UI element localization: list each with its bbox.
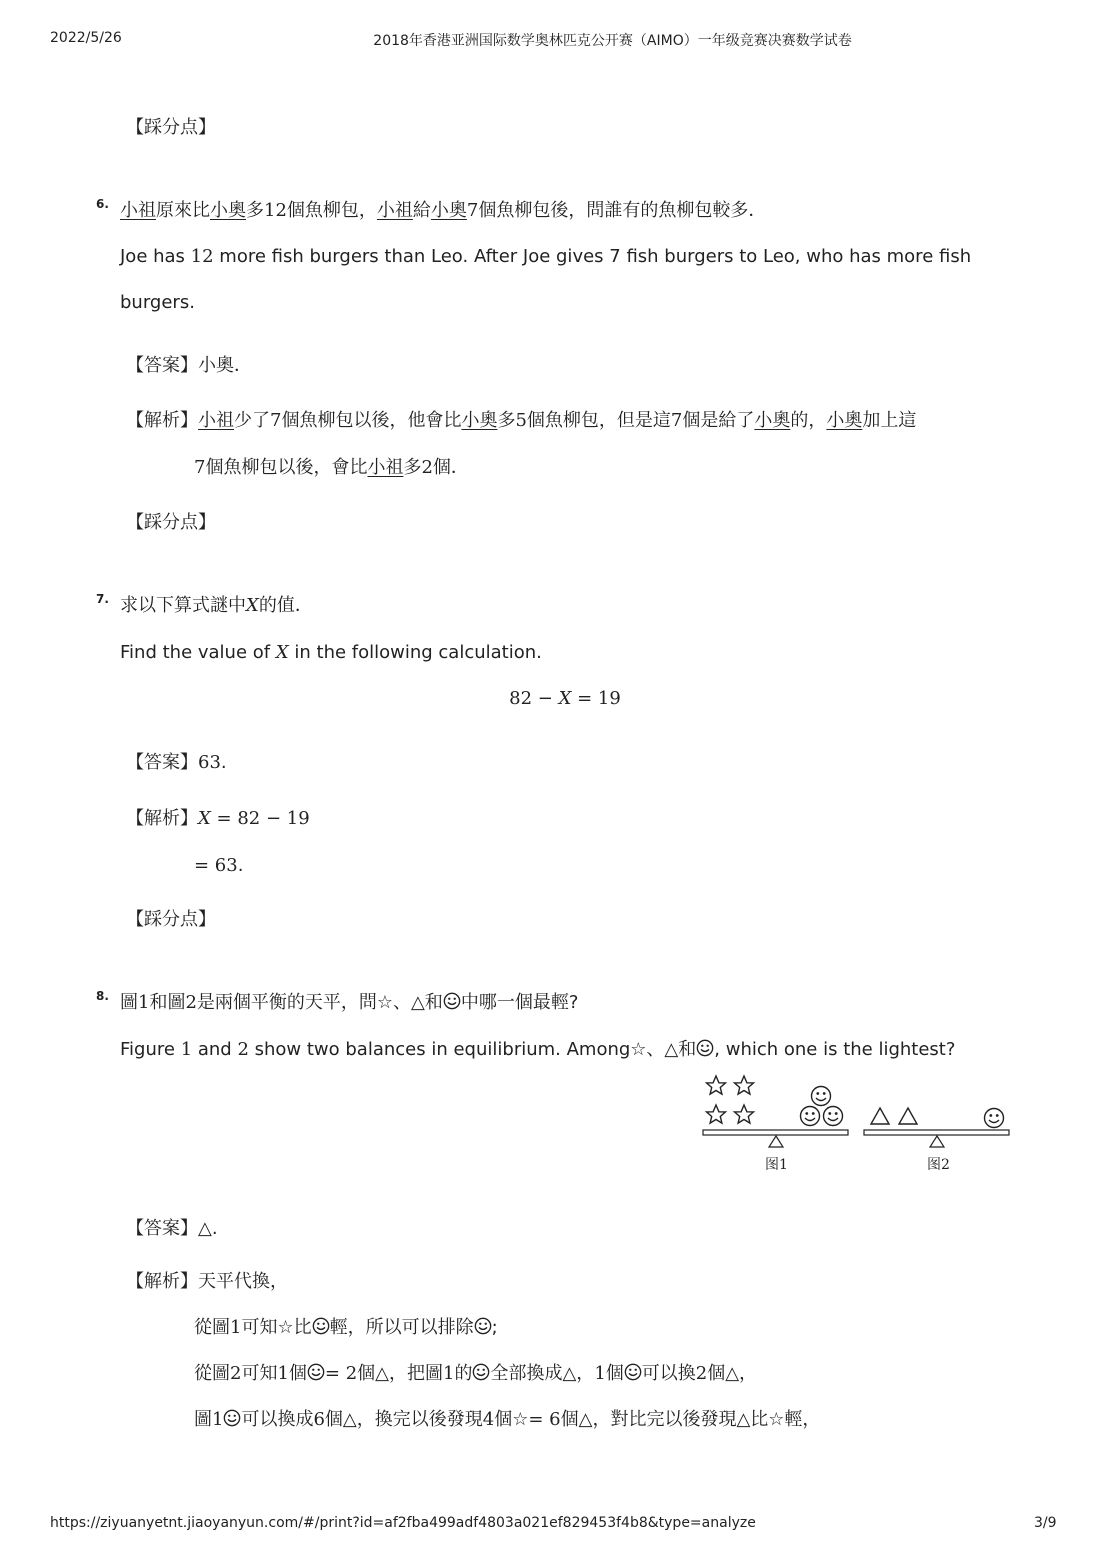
answer-6: 【答案】小奧． bbox=[126, 355, 252, 376]
analysis-8-line-0: 【解析】天平代換， bbox=[126, 1271, 288, 1292]
question-7-chinese: 求以下算式謎中X的值． bbox=[120, 595, 313, 616]
balance-2-smiley bbox=[985, 1109, 1004, 1128]
analysis-7-line-2: = 63. bbox=[194, 855, 244, 876]
analysis-8-line-3: 圖1 可以換成6個△，換完以後發現4個☆= 6個△，對比完以後發現△比☆輕， bbox=[194, 1409, 821, 1430]
balance-2-triangles bbox=[871, 1108, 917, 1124]
balance-2-fulcrum bbox=[930, 1136, 944, 1147]
question-number: 6. bbox=[96, 197, 109, 211]
question-7-english: Find the value of X in the following calculation. bbox=[120, 642, 542, 663]
balance-figure bbox=[700, 1072, 1020, 1152]
answer-7: 【答案】63. bbox=[126, 752, 227, 773]
smiley-icon bbox=[472, 1363, 490, 1381]
balance-1-beam bbox=[703, 1130, 848, 1135]
score-point-label: 【踩分点】 bbox=[126, 512, 216, 533]
page-title: 2018年香港亚洲国际数学奥林匹克公开赛（AIMO）一年级竞赛决赛数学试卷 bbox=[373, 33, 852, 49]
analysis-6-line-1: 【解析】小祖少了7個魚柳包以後，他會比小奧多5個魚柳包，但是這7個是給了小奧的，小奧加上這 bbox=[126, 410, 917, 431]
score-point-label: 【踩分点】 bbox=[126, 117, 216, 138]
analysis-6-line-2: 7個魚柳包以後，會比小祖多2個． bbox=[194, 457, 469, 478]
balance-1-fulcrum bbox=[769, 1136, 783, 1147]
page-url[interactable]: https://ziyuanyetnt.jiaoyanyun.com/#/print?id=af2fba499adf4803a021ef829453f4b8&type=analyze bbox=[50, 1515, 756, 1531]
balance-2-beam bbox=[864, 1130, 1009, 1135]
smiley-icon bbox=[312, 1317, 330, 1335]
equation: 82 − X = 19 bbox=[509, 688, 621, 709]
smiley-icon bbox=[443, 992, 461, 1010]
smiley-icon bbox=[223, 1409, 241, 1427]
question-8-chinese: 圖1和圖2是兩個平衡的天平，問☆、△和 中哪一個最輕? bbox=[120, 992, 579, 1013]
balance-1-stars bbox=[707, 1076, 754, 1123]
question-6-english-cont: burgers. bbox=[120, 292, 195, 313]
question-number: 7. bbox=[96, 592, 109, 606]
smiley-icon bbox=[307, 1363, 325, 1381]
question-number: 8. bbox=[96, 989, 109, 1003]
print-date: 2022/5/26 bbox=[50, 30, 122, 46]
analysis-7-line-1: 【解析】X = 82 − 19 bbox=[126, 808, 310, 829]
balance-1-smileys bbox=[801, 1087, 843, 1126]
page-number: 3/9 bbox=[1034, 1515, 1057, 1531]
question-8-english: Figure 1 and 2 show two balances in equilibrium. Among☆、△和 , which one is the lightest? bbox=[120, 1039, 956, 1060]
score-point-label: 【踩分点】 bbox=[126, 909, 216, 930]
smiley-icon bbox=[624, 1363, 642, 1381]
question-6-english: Joe has 12 more fish burgers than Leo. After Joe gives 7 fish burgers to Leo, who has more fish bbox=[120, 246, 972, 267]
figure-1-caption: 图1 bbox=[765, 1157, 788, 1173]
answer-8: 【答案】△. bbox=[126, 1218, 218, 1239]
analysis-8-line-2: 從圖2可知1個 = 2個△，把圖1的 全部換成△，1個 可以換2個△， bbox=[194, 1363, 758, 1384]
question-6-chinese: 小祖原來比小奧多12個魚柳包，小祖給小奧7個魚柳包後，問誰有的魚柳包較多． bbox=[120, 200, 767, 221]
analysis-8-line-1: 從圖1可知☆比 輕，所以可以排除 ; bbox=[194, 1317, 498, 1338]
figure-2-caption: 图2 bbox=[927, 1157, 950, 1173]
smiley-icon bbox=[696, 1039, 714, 1057]
smiley-icon bbox=[474, 1317, 492, 1335]
